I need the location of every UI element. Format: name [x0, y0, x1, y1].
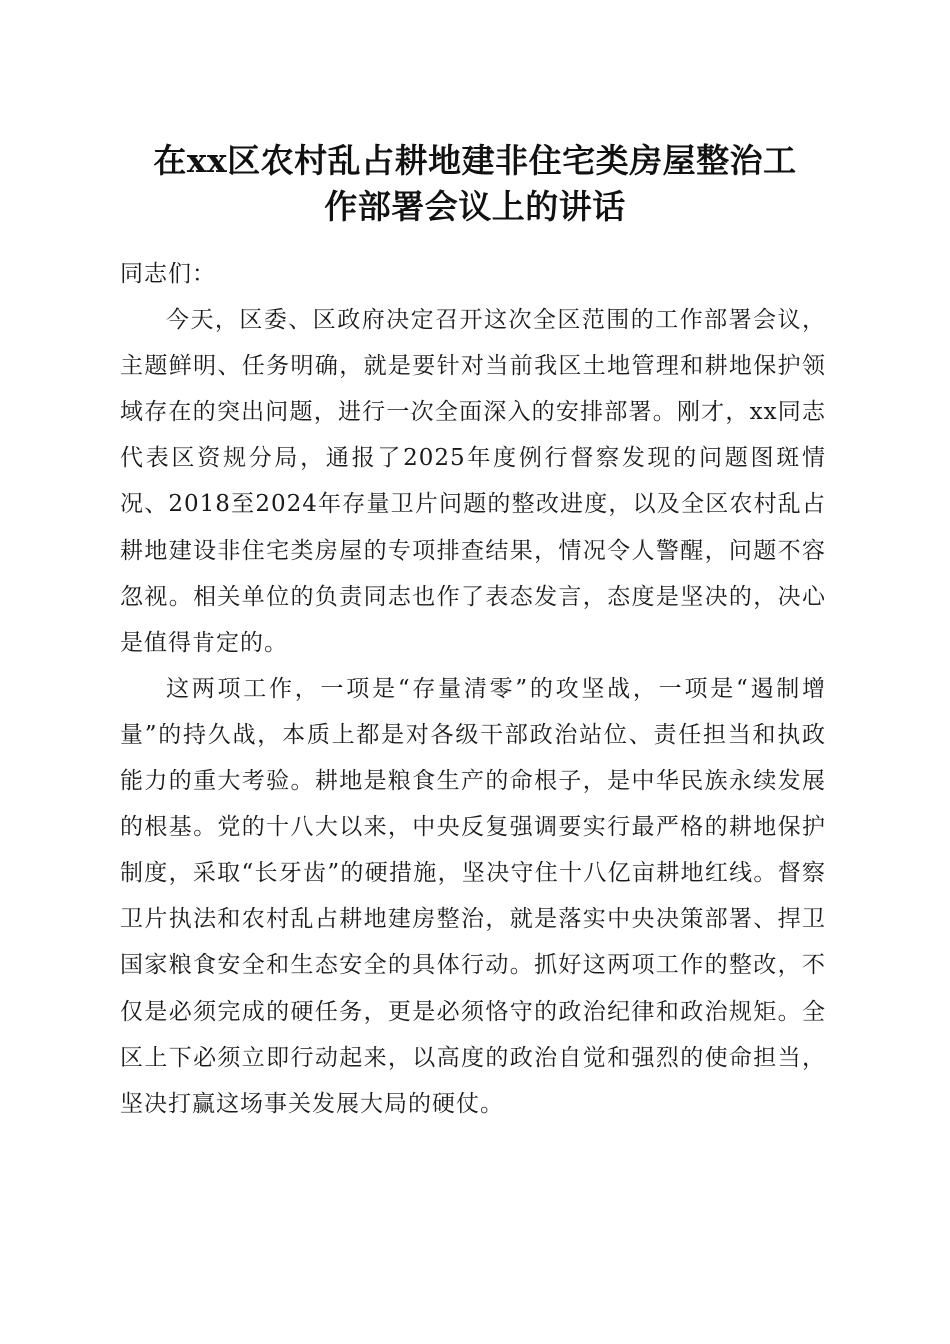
paragraph-1: 今天，区委、区政府决定召开这次全区范围的工作部署会议，主题鲜明、任务明确，就是要针对当前我区土地管理和耕地保护领域存在的突出问题，进行一次全面深入的安排部署。刚才，xx同志代表区资规分局，通报了2025年度例行督察发现的问题图斑情况、2018至2024年存量卫片问题的整改进度，以及全区农村乱占耕地建设非住宅类房屋的专项排查结果，情况令人警醒，问题不容忽视。相关单位的负责同志也作了表态发言，态度是坚决的，决心是值得肯定的。: [120, 307, 826, 656]
document-body: [120, 251, 826, 1127]
title-line-2: 作部署会议上的讲话: [324, 187, 626, 226]
title-line-1: 在xx区农村乱占耕地建非住宅类房屋整治工: [153, 141, 797, 180]
salutation: 同志们：: [120, 261, 216, 287]
paragraph-2: 这两项工作，一项是“存量清零”的攻坚战，一项是“遏制增量”的持久战，本质上都是对各级干部政治站位、责任担当和执政能力的重大考验。耕地是粮食生产的命根子，是中华民族永续发展的根基。党的十八大以来，中央反复强调要实行最严格的耕地保护制度，采取“长牙齿”的硬措施，坚决守住十八亿亩耕地红线。督察卫片执法和农村乱占耕地建房整治，就是落实中央决策部署、捍卫国家粮食安全和生态安全的具体行动。抓好这两项工作的整改，不仅是必须完成的硬任务，更是必须恪守的政治纪律和政治规矩。全区上下必须立即行动起来，以高度的政治自觉和强烈的使命担当，坚决打赢这场事关发展大局的硬仗。: [120, 675, 826, 1117]
document-title: [100, 138, 850, 230]
